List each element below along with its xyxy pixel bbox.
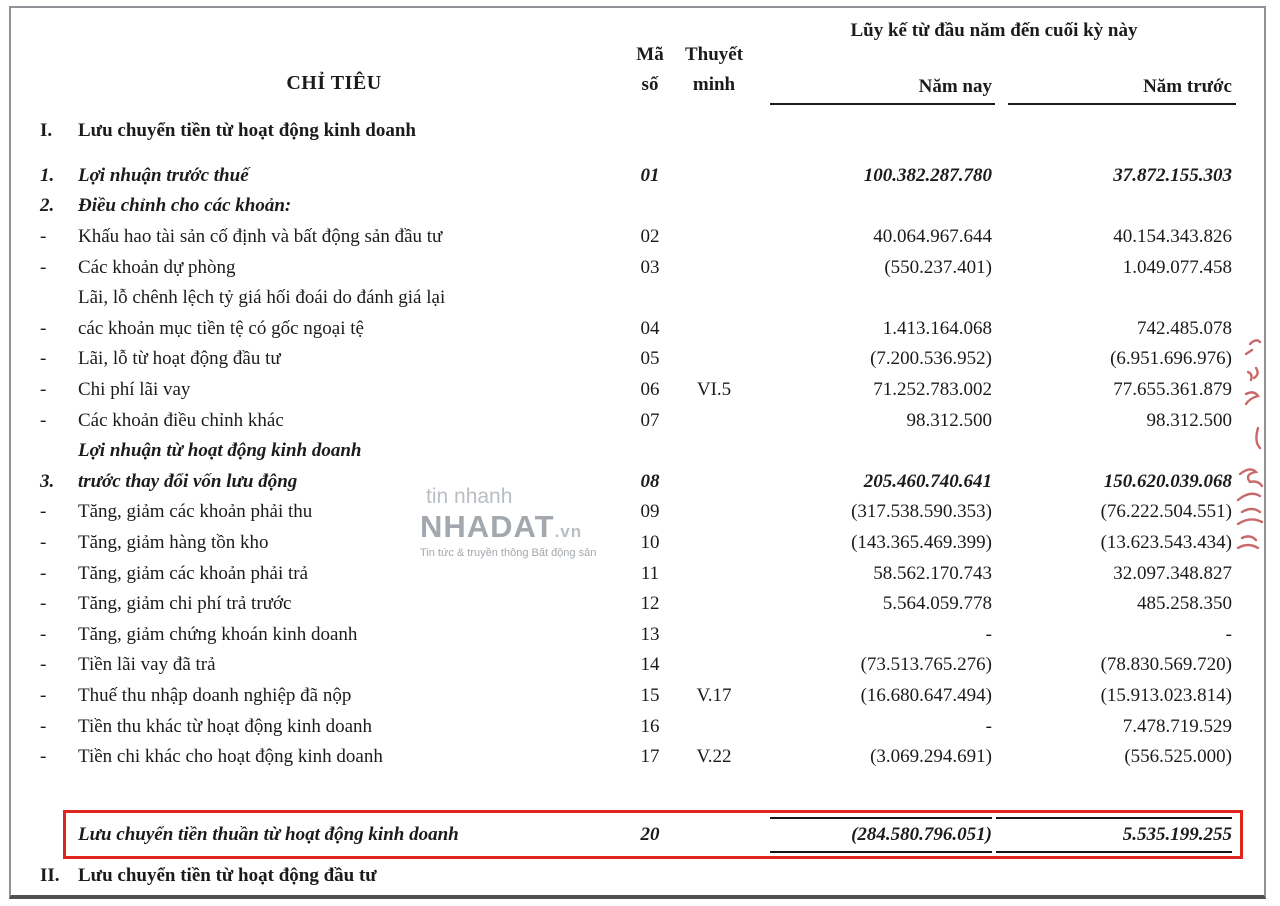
watermark-text: tin nhanh (426, 485, 513, 508)
row-value-prior-year: (13.623.543.434) (1100, 532, 1232, 554)
row-note-ref (672, 161, 756, 192)
row-note-ref (672, 589, 756, 620)
row-value-prior-year: (6.951.696.976) (1110, 348, 1232, 370)
row-value-current-year: 58.562.170.743 (873, 562, 992, 584)
row-value-current-year: (7.200.536.952) (870, 348, 992, 370)
table-row (40, 742, 1232, 773)
row-code: 12 (640, 593, 660, 615)
row-label: Lưu chuyển tiền từ hoạt động đầu tư (78, 865, 377, 886)
table-row (40, 344, 1232, 375)
row-note-ref (672, 528, 756, 559)
row-label: Điều chỉnh cho các khoản: (78, 195, 292, 217)
table-row (40, 191, 1232, 222)
row-value-prior-year (992, 116, 1232, 147)
row-code (628, 116, 672, 147)
watermark-tagline: Tin tức & truyền thông Bất động sản (420, 547, 597, 559)
section-ii-heading (40, 861, 1232, 891)
row-number: - (40, 409, 47, 431)
row-note-ref: VI.5 (696, 379, 732, 401)
row-note-ref (672, 314, 756, 345)
row-number: 2. (40, 195, 55, 217)
row-number: - (40, 746, 47, 768)
row-value-prior-year: 40.154.343.826 (1113, 226, 1232, 248)
row-code: 01 (640, 164, 660, 186)
row-label: Tăng, giảm hàng tồn kho (78, 532, 269, 554)
row-code: 09 (640, 501, 660, 523)
row-note-ref (672, 116, 756, 147)
row-value-prior-year: (15.913.023.814) (1100, 684, 1232, 706)
row-number: I. (40, 120, 53, 142)
row-label: Chi phí lãi vay (78, 379, 191, 401)
row-note-ref (672, 711, 756, 742)
row-label: Tiền thu khác từ hoạt động kinh doanh (78, 715, 373, 737)
row-value-current-year (756, 191, 992, 222)
row-note-ref (672, 819, 756, 850)
row-code: 13 (640, 623, 660, 645)
net-cash-flow-row (40, 810, 1232, 859)
row-label: Lưu chuyển tiền thuần từ hoạt động kinh doanh (78, 823, 459, 845)
header-underline (1008, 103, 1236, 105)
column-header-thuyet-minh: Thuyết (684, 44, 744, 65)
watermark (420, 486, 620, 559)
row-code: 11 (640, 562, 660, 584)
table-row (40, 116, 1232, 147)
row-note-ref (672, 344, 756, 375)
row-label: Tiền chi khác cho hoạt động kinh doanh (78, 746, 383, 768)
row-code: 03 (640, 256, 660, 278)
table-row (40, 283, 1232, 344)
column-header-chi-tieu: CHỈ TIÊU (286, 72, 382, 94)
row-label: Tăng, giảm chứng khoán kinh doanh (78, 623, 358, 645)
row-label: Lợi nhuận từ hoạt động kinh doanh trước thay đổi vốn lưu động (78, 440, 362, 492)
row-code: 04 (640, 317, 660, 339)
row-note-ref (672, 467, 756, 498)
row-label: Lãi, lỗ từ hoạt động đầu tư (78, 348, 281, 370)
table-row (40, 405, 1232, 436)
row-note-ref (672, 558, 756, 589)
table-row (40, 528, 1232, 559)
table-row (40, 681, 1232, 712)
row-label: Lợi nhuận trước thuế (78, 164, 249, 186)
row-value-current-year: 5.564.059.778 (882, 593, 992, 615)
row-code: 17 (640, 746, 660, 768)
row-number: 3. (40, 470, 55, 492)
row-value-current-year: 100.382.287.780 (863, 164, 992, 186)
row-value-current-year: (16.680.647.494) (860, 684, 992, 706)
row-number: - (40, 654, 47, 676)
row-value-prior-year: (78.830.569.720) (1100, 654, 1232, 676)
row-note-ref (672, 222, 756, 253)
row-value-current-year: (73.513.765.276) (860, 654, 992, 676)
row-code: 05 (640, 348, 660, 370)
table-row (40, 222, 1232, 253)
period-header: Lũy kế từ đầu năm đến cuối kỳ này (850, 20, 1138, 41)
row-value-current-year: 40.064.967.644 (873, 226, 992, 248)
row-code: 14 (640, 654, 660, 676)
row-value-prior-year: 98.312.500 (1146, 409, 1232, 431)
row-value-current-year: - (985, 623, 992, 645)
header-underline (770, 103, 995, 105)
row-code: 08 (640, 470, 660, 492)
row-code: 07 (640, 409, 660, 431)
table-row (40, 650, 1232, 681)
row-number: - (40, 562, 47, 584)
row-value-prior-year: 32.097.348.827 (1113, 562, 1232, 584)
row-value-prior-year: (556.525.000) (1124, 746, 1232, 768)
row-label: Tăng, giảm chi phí trả trước (78, 593, 292, 615)
table-row (40, 589, 1232, 620)
row-number: - (40, 379, 47, 401)
column-header-nam-truoc: Năm trước (1143, 76, 1232, 97)
row-label: Các khoản dự phòng (78, 256, 236, 278)
row-code: 10 (640, 532, 660, 554)
row-note-ref (672, 620, 756, 651)
row-number: II. (40, 865, 60, 886)
table-row (40, 161, 1232, 192)
table-row (40, 558, 1232, 589)
row-code: 16 (640, 715, 660, 737)
column-header-ma-so: Mã (636, 44, 664, 65)
row-value-current-year: (143.365.469.399) (851, 532, 992, 554)
row-value-prior-year (992, 191, 1232, 222)
row-value-prior-year: 37.872.155.303 (1113, 164, 1232, 186)
row-value-current-year: (317.538.590.353) (851, 501, 992, 523)
row-value-prior-year: 742.485.078 (1137, 317, 1232, 339)
watermark-brand: NHADAT.vn (420, 509, 583, 544)
row-label: Thuế thu nhập doanh nghiệp đã nộp (78, 684, 352, 706)
row-value-prior-year: 485.258.350 (1137, 593, 1232, 615)
row-number: - (40, 226, 47, 248)
row-value-prior-year: (76.222.504.551) (1100, 501, 1232, 523)
row-note-ref (672, 191, 756, 222)
row-value-current-year: 71.252.783.002 (873, 379, 992, 401)
row-number: - (40, 623, 47, 645)
row-value-prior-year: 1.049.077.458 (1122, 256, 1232, 278)
row-label: Tăng, giảm các khoản phải trả (78, 562, 309, 584)
row-value-current-year: 205.460.740.641 (863, 470, 992, 492)
row-value-current-year: (284.580.796.051) (770, 817, 992, 853)
row-number: - (40, 256, 47, 278)
row-note-ref: V.22 (696, 746, 732, 768)
row-number: - (40, 501, 47, 523)
row-label: Tăng, giảm các khoản phải thu (78, 501, 313, 523)
row-value-prior-year: - (1225, 623, 1232, 645)
red-ink-annotation (1236, 332, 1276, 582)
table-row (40, 375, 1232, 406)
row-number (40, 819, 78, 850)
row-value-current-year: 98.312.500 (906, 409, 992, 431)
row-note-ref (672, 252, 756, 283)
row-code (628, 191, 672, 222)
row-value-current-year (756, 116, 992, 147)
row-value-prior-year: 7.478.719.529 (1122, 715, 1232, 737)
row-code: 15 (640, 684, 660, 706)
row-number: - (40, 532, 47, 554)
row-value-current-year: - (985, 715, 992, 737)
row-value-prior-year: 150.620.039.068 (1103, 470, 1232, 492)
row-value-prior-year: 77.655.361.879 (1113, 379, 1232, 401)
row-note-ref (672, 405, 756, 436)
row-value-current-year: (550.237.401) (884, 256, 992, 278)
row-label: Khấu hao tài sản cố định và bất động sản đầu tư (78, 226, 443, 248)
row-number: - (40, 317, 47, 339)
table-row (40, 252, 1232, 283)
column-header-ma-so: số (641, 74, 659, 95)
row-note-ref (672, 497, 756, 528)
statement-rows (40, 116, 1232, 772)
row-number: - (40, 593, 47, 615)
row-label: Lãi, lỗ chênh lệch tỷ giá hối đoái do đánh giá lại các khoản mục tiền tệ có gốc ngoại tệ (78, 287, 446, 339)
row-code: 06 (640, 379, 660, 401)
table-row (40, 620, 1232, 651)
row-label: Các khoản điều chỉnh khác (78, 409, 284, 431)
row-number: - (40, 715, 47, 737)
row-label: Tiền lãi vay đã trả (78, 654, 216, 676)
row-value-current-year: 1.413.164.068 (882, 317, 992, 339)
row-code: 20 (640, 823, 660, 845)
row-note-ref (672, 650, 756, 681)
row-code: 02 (640, 226, 660, 248)
row-note-ref: V.17 (696, 684, 732, 706)
row-number: - (40, 684, 47, 706)
row-number: 1. (40, 164, 55, 186)
column-header-thuyet-minh: minh (692, 74, 736, 95)
row-value-current-year: (3.069.294.691) (870, 746, 992, 768)
table-row (40, 436, 1232, 497)
row-label: Lưu chuyển tiền từ hoạt động kinh doanh (78, 120, 417, 142)
table-row (40, 711, 1232, 742)
row-value-prior-year: 5.535.199.255 (996, 817, 1232, 853)
column-header-nam-nay: Năm nay (918, 76, 992, 97)
row-number: - (40, 348, 47, 370)
table-row (40, 497, 1232, 528)
